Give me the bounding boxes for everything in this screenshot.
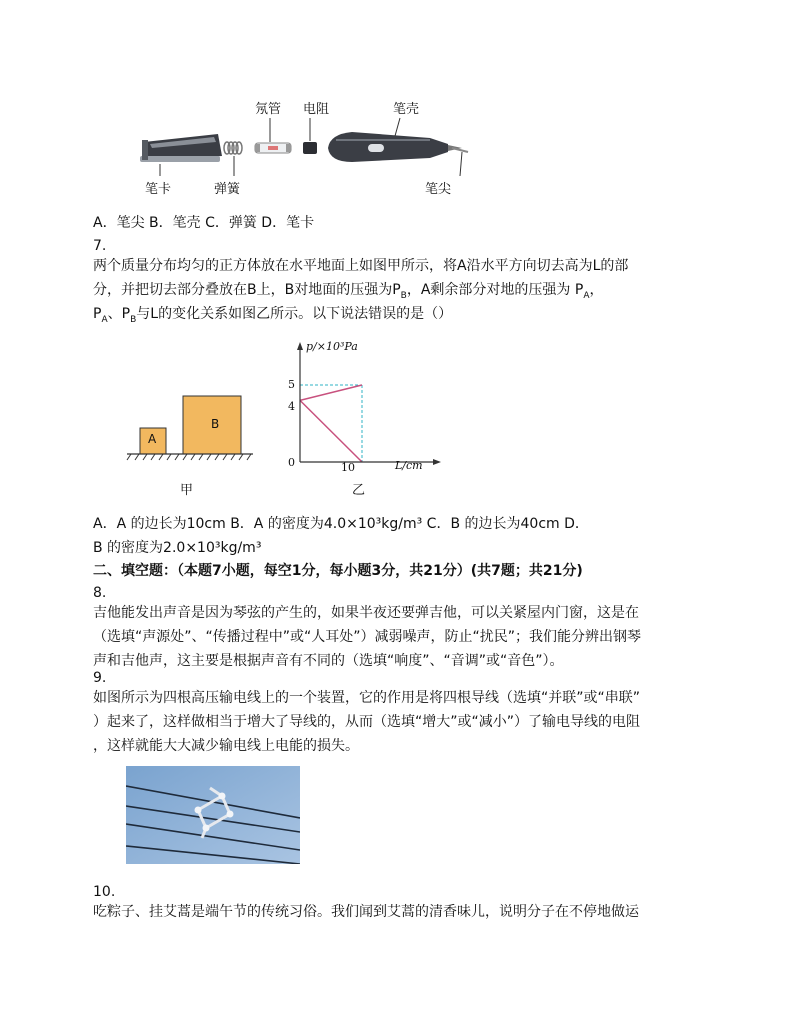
q7-line3-text: 与L的变化关系如图乙所示。以下说法错误的是（） [136, 306, 453, 322]
fig-yi-caption: 乙 [352, 483, 366, 498]
q7-sub-a-1: A [583, 290, 590, 301]
label-pen-body: 笔壳 [393, 102, 420, 117]
q8-number: 8. [93, 585, 107, 601]
q7-sub-b-1: B [400, 290, 407, 301]
neon-tube-shape [255, 143, 291, 153]
q9-line3: ，这样就能大大减少输电线上电能的损失。 [93, 738, 359, 754]
tick-x10: 10 [341, 461, 355, 474]
q9-photo [126, 766, 300, 864]
label-pen-clip: 笔卡 [145, 182, 172, 197]
resistor-shape [303, 142, 317, 154]
pen-body-shape [328, 132, 468, 162]
q7-line2 [93, 280, 604, 306]
fig-yi-chart [285, 340, 445, 475]
block-b-label: B [211, 417, 220, 431]
q8-line1: 吉他能发出声音是因为琴弦的产生的，如果半夜还要弹吉他，可以关紧屋内门窗，这是在 [93, 605, 639, 621]
q9-line2: ）起来了，这样做相当于增大了导线的，从而（选填“增大”或“减小”）了输电导线的电阻 [93, 714, 641, 730]
label-resistor: 电阻 [303, 102, 330, 117]
fig-jia-caption: 甲 [180, 483, 194, 498]
q7-line1: 两个质量分布均匀的正方体放在水平地面上如图甲所示，将A沿水平方向切去高为L的部 [93, 258, 629, 274]
series-line-2 [300, 400, 362, 462]
q7-sub-a-2: A [101, 314, 108, 325]
q8-line3: 声和吉他声，这主要是根据声音有不同的（选填“响度”、“音调”或“音色”）。 [93, 653, 564, 669]
label-pen-tip: 笔尖 [425, 182, 452, 197]
q7-line2-text-a: 分，并把切去部分叠放在B上，B对地面的压强为P [93, 282, 401, 298]
tick-y5: 5 [288, 378, 295, 391]
label-neon-tube: 氖管 [255, 102, 282, 117]
q7-options-line1: A．A 的边长为10cm B．A 的密度为4.0×10³kg/m³ C．B 的边长为40cm D． [93, 516, 589, 532]
q6-options: A．笔尖 B．笔壳 C．弹簧 D．笔卡 [93, 215, 315, 231]
q7-p-b: P [121, 306, 131, 322]
q7-line2-text-b: ，A剩余部分对地的压强为 P [406, 282, 584, 298]
q10-line1: 吃粽子、挂艾蒿是端午节的传统习俗。我们闻到艾蒿的清香味儿，说明分子在不停地做运 [93, 904, 639, 920]
q7-p-a: P [93, 306, 102, 322]
q8-line2: （选填“声源处”、“传播过程中”或“人耳处”）减弱噪声，防止“扰民”；我们能分辨出钢琴 [93, 629, 642, 645]
x-axis-arrow [433, 459, 441, 465]
chart-ylabel: p/×10³Pa [306, 340, 358, 353]
spring-shape [224, 142, 242, 154]
tick-y4: 4 [288, 400, 295, 413]
y-axis-arrow [297, 342, 303, 350]
q9-number: 9. [93, 670, 107, 686]
series-line-1 [300, 385, 362, 400]
q7-number: 7. [93, 238, 107, 254]
section2-heading: 二、填空题：（本题7小题，每空1分，每小题3分，共21分）(共7题；共21分) [93, 563, 583, 579]
block-a-label: A [148, 432, 157, 446]
pen-clip-shape [140, 134, 222, 162]
q7-line3 [93, 304, 452, 330]
chart-xlabel: L/cm [395, 459, 423, 472]
q7-sep: 、 [107, 306, 122, 322]
ground-hatching [127, 454, 251, 460]
q9-line1: 如图所示为四根高压输电线上的一个装置，它的作用是将四根导线（选填“并联”或“串联” [93, 690, 641, 706]
label-spring: 弹簧 [214, 182, 241, 197]
q7-line2-end: ， [589, 282, 604, 298]
q10-number: 10. [93, 884, 116, 900]
q7-options-line2: B 的密度为2.0×10³kg/m³ [93, 540, 262, 556]
tick-origin: 0 [288, 456, 295, 469]
q7-sub-b-2: B [130, 314, 137, 325]
fig-jia [125, 390, 255, 470]
